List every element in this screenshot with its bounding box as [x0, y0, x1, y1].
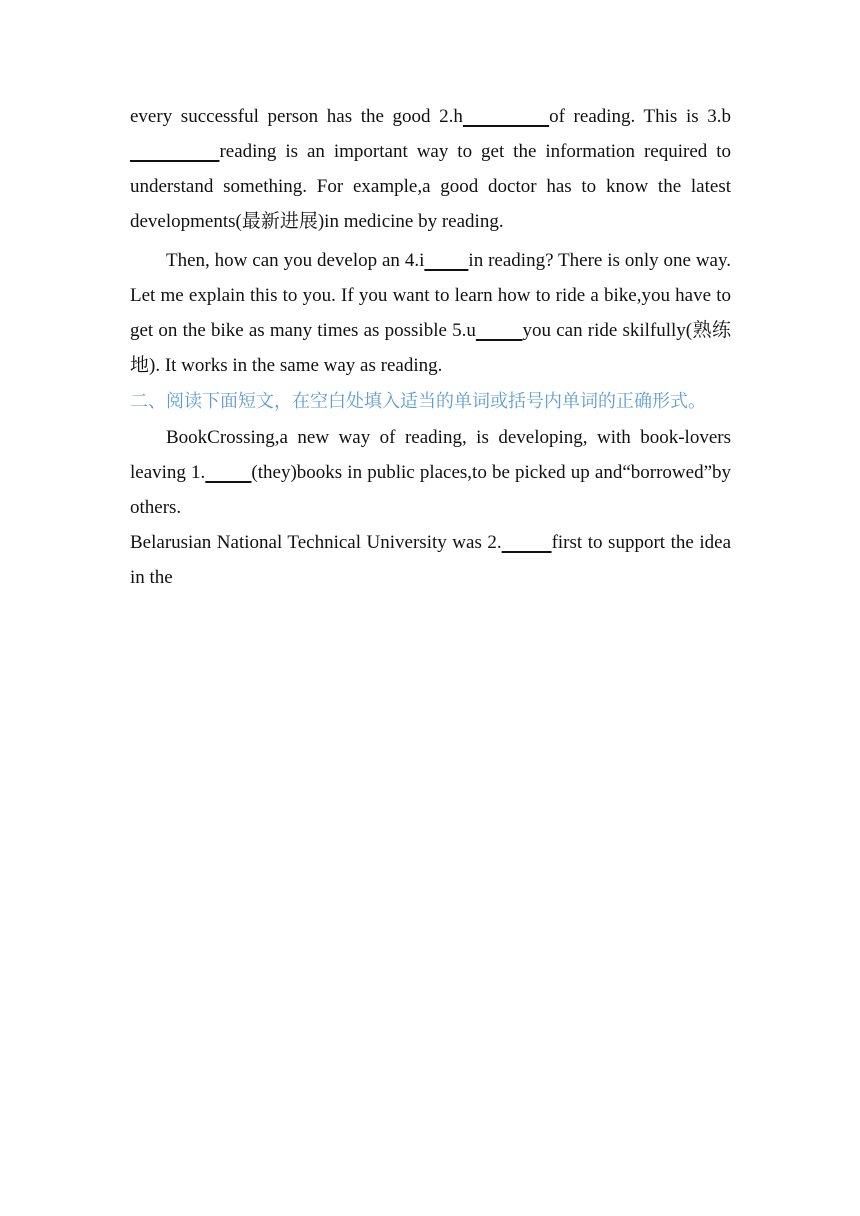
section-heading: 二、阅读下面短文，在空白处填入适当的单词或括号内单词的正确形式。 — [130, 391, 706, 412]
passage1-paragraph-1 — [130, 99, 731, 239]
text-segment: (they)books in public places,to be picked up and“borrowed”by others. — [130, 462, 732, 518]
document-page — [130, 99, 731, 595]
answer-blank-4 — [424, 250, 468, 271]
text-segment: first to support the idea in the — [130, 532, 732, 588]
text-segment: in reading? There is only one way. Let me explain this to you. If you want to learn how to ride a bike,you have to get on the bike as many times as possible 5.u — [130, 250, 731, 341]
text-segment: of reading. This is 3.b — [549, 106, 731, 127]
answer-blank-5 — [476, 320, 523, 341]
passage1-paragraph-2 — [130, 243, 731, 383]
section2-paragraph-2 — [130, 525, 731, 595]
section2-paragraph-1 — [130, 420, 731, 525]
text-segment: Then, how can you develop an 4.i — [166, 250, 425, 271]
answer-blank-2b — [502, 532, 552, 553]
text-segment: you can ride skilfully(熟练地). It works in the same way as reading. — [130, 320, 732, 376]
text-segment: Belarusian National Technical University was 2. — [130, 532, 502, 553]
answer-blank-3 — [130, 141, 219, 162]
answer-blank-2 — [463, 106, 549, 127]
answer-blank-1 — [205, 462, 251, 483]
text-segment: reading is an important way to get the information required to understand something. For example,a good doctor has to know the latest developments(最新进展)in medicine by reading. — [130, 141, 731, 232]
text-segment: BookCrossing,a new way of reading, is developing, with book-lovers leaving 1. — [130, 427, 731, 483]
text-segment: every successful person has the good 2.h — [130, 106, 463, 127]
